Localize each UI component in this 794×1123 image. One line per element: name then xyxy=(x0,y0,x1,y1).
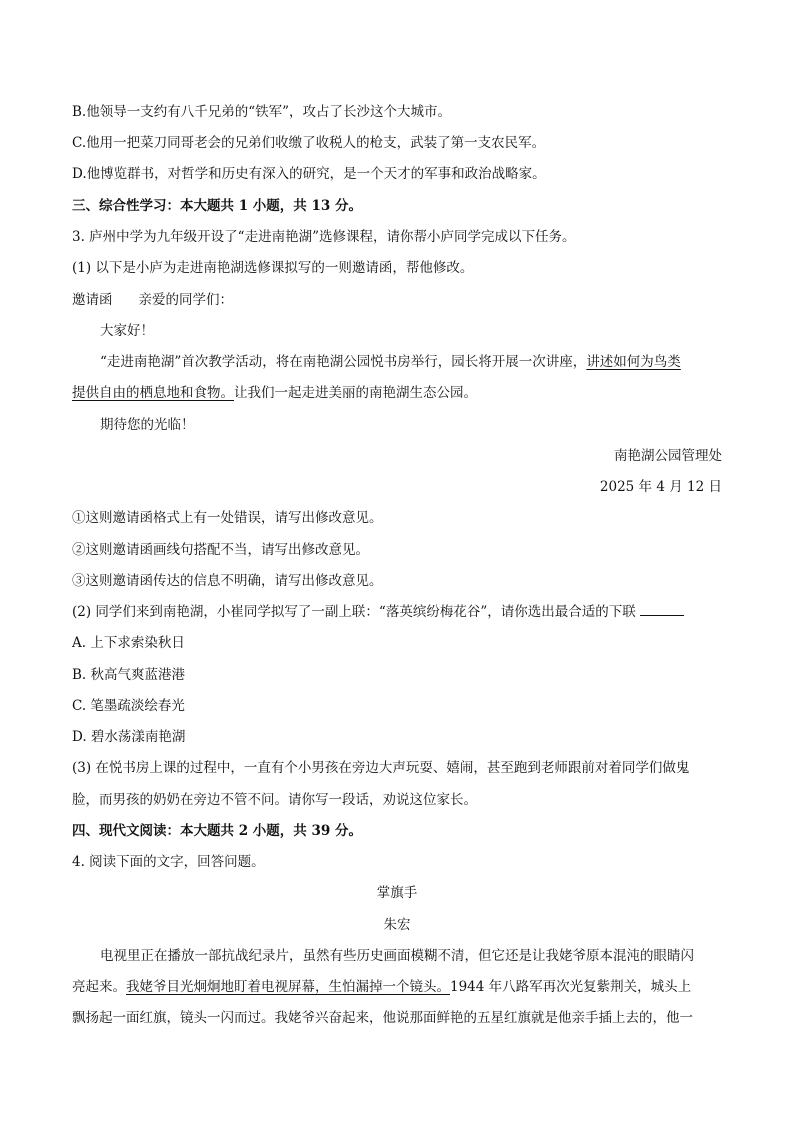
question-3-part-3-line-1: (3) 在悦书房上课的过程中，一直有个小男孩在旁边大声玩耍、嬉闹，甚至跑到老师跟前对着同学们做鬼 xyxy=(72,760,690,776)
article-title: 掌旗手 xyxy=(376,885,418,901)
question-3-part-1: (1) 以下是小庐为走进南艳湖选修课拟写的一则邀请函，帮他修改。 xyxy=(72,260,474,276)
letter-heading-line xyxy=(72,290,233,310)
letter-body-line-1 xyxy=(100,352,681,372)
letter-body-text-2: 让我们一起走进美丽的南艳湖生态公园。 xyxy=(234,385,477,401)
underlined-sentence-part-1: 讲述如何为鸟类 xyxy=(586,354,681,370)
question-3-part-2-text: (2) 同学们来到南艳湖，小崔同学拟写了一副上联：“落英缤纷梅花谷”，请你选出最合适的下联 xyxy=(72,604,636,620)
article-para-line-3: 飘扬起一面红旗，镜头一闪而过。我姥爷兴奋起来，他说那面鲜艳的五星红旗就是他亲手插上去的，他一 xyxy=(72,1010,693,1026)
option-c: C. 笔墨疏淡绘春光 xyxy=(72,698,185,714)
answer-blank[interactable] xyxy=(640,603,684,616)
article-text: 亮起来。 xyxy=(72,979,126,995)
letter-closing: 期待您的光临！ xyxy=(100,417,195,433)
underlined-sentence-part-2: 提供自由的栖息地和食物。 xyxy=(72,385,234,401)
letter-sender: 南艳湖公园管理处 xyxy=(614,448,722,464)
option-a: A. 上下求索染秋日 xyxy=(72,635,185,651)
letter-date: 2025 年 4 月 12 日 xyxy=(599,479,722,495)
letter-body-text: “走进南艳湖”首次教学活动，将在南艳湖公园悦书房举行，园长将开展一次讲座， xyxy=(100,354,587,370)
article-para-line-2 xyxy=(72,977,691,997)
sub-question-1: ①这则邀请函格式上有一处错误，请写出修改意见。 xyxy=(72,510,383,526)
option-b-previous: B.他领导一支约有八千兄弟的“铁军”，攻占了长沙这个大城市。 xyxy=(72,104,452,120)
option-d-previous: D.他博览群书，对哲学和历史有深入的研究，是一个天才的军事和政治战略家。 xyxy=(72,166,546,182)
article-author: 朱宏 xyxy=(383,917,411,933)
article-para-line-1: 电视里正在播放一部抗战纪录片，虽然有些历史画面模糊不清，但它还是让我姥爷原本混沌的眼睛闪 xyxy=(100,948,694,964)
section-4-heading: 四、现代文阅读：本大题共 2 小题，共 39 分。 xyxy=(72,823,362,839)
question-3-part-3-line-2: 脸，而男孩的奶奶在旁边不管不问。请你写一段话，劝说这位家长。 xyxy=(72,792,477,808)
article-text-2: 1944 年八路军再次光复紫荆关，城头上 xyxy=(450,979,692,995)
sub-question-2: ②这则邀请函画线句搭配不当，请写出修改意见。 xyxy=(72,542,369,558)
question-4-intro: 4. 阅读下面的文字，回答问题。 xyxy=(72,854,265,870)
option-c-previous: C.他用一把菜刀同哥老会的兄弟们收缴了收税人的枪支，武装了第一支农民军。 xyxy=(72,135,546,151)
underlined-sentence: 我姥爷目光炯炯地盯着电视屏幕，生怕漏掉一个镜头。 xyxy=(126,979,450,995)
letter-body-line-2 xyxy=(72,383,477,403)
letter-title: 邀请函 xyxy=(72,292,113,308)
option-b: B. 秋高气爽蓝港港 xyxy=(72,667,186,683)
letter-salutation: 亲爱的同学们： xyxy=(138,292,233,308)
question-3-part-2 xyxy=(72,602,684,622)
question-3-intro: 3. 庐州中学为九年级开设了“走进南艳湖”选修课程，请你帮小庐同学完成以下任务。 xyxy=(72,229,576,245)
option-d: D. 碧水荡漾南艳湖 xyxy=(72,729,186,745)
letter-greeting: 大家好！ xyxy=(100,323,154,339)
section-3-heading: 三、综合性学习：本大题共 1 小题，共 13 分。 xyxy=(72,198,362,214)
sub-question-3: ③这则邀请函传达的信息不明确，请写出修改意见。 xyxy=(72,573,383,589)
